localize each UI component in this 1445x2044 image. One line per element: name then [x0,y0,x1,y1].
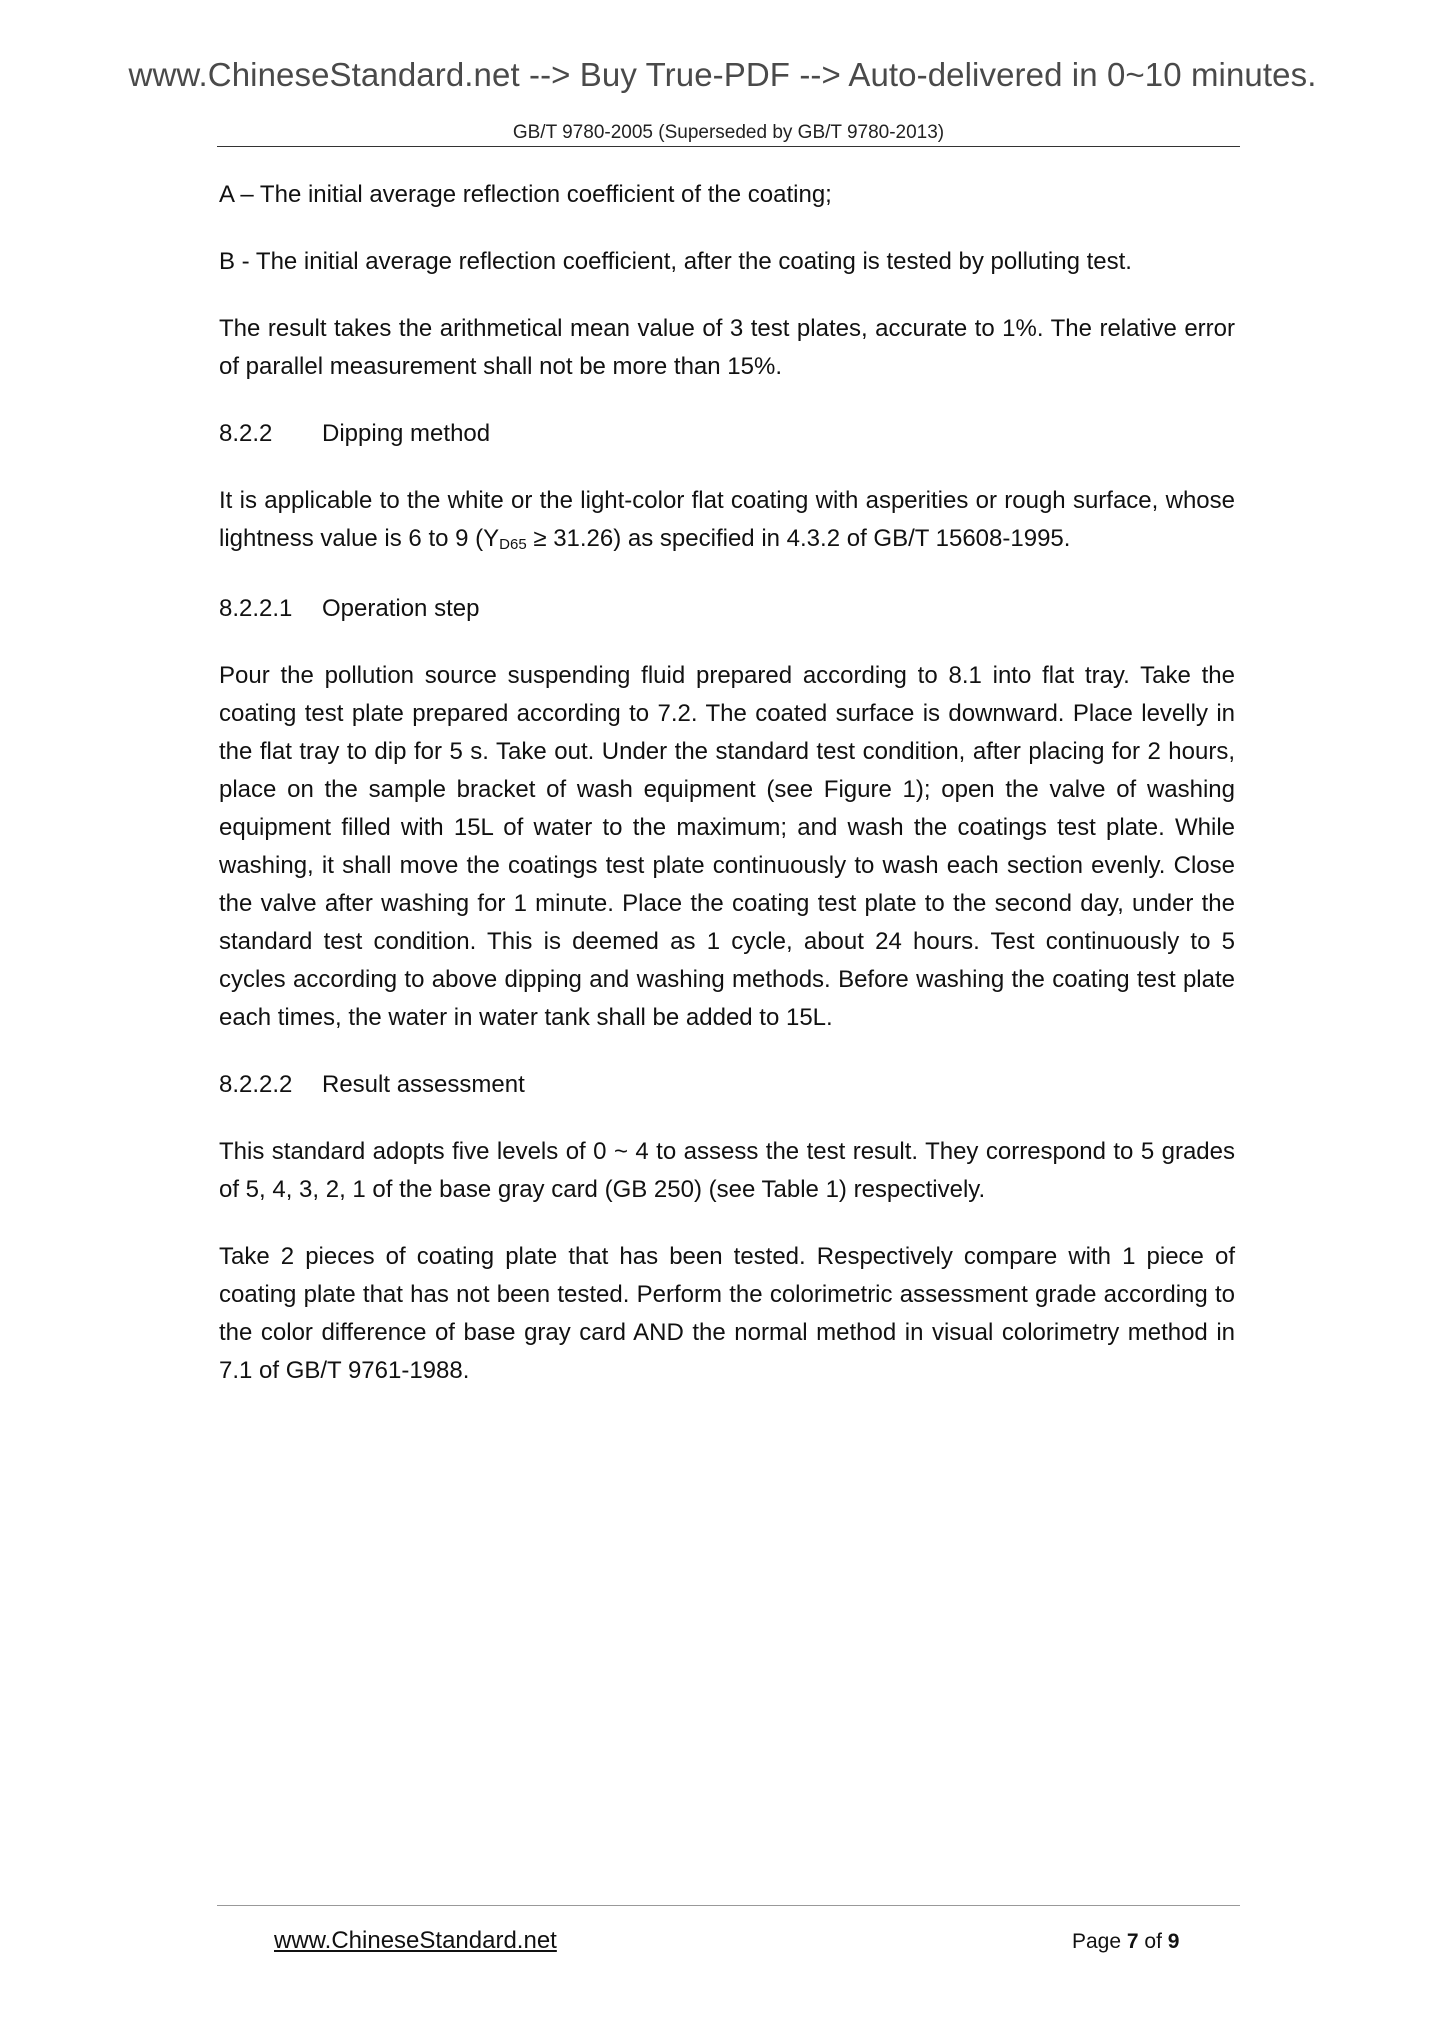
paragraph-result: The result takes the arithmetical mean value of 3 test plates, accurate to 1%. The relative error of parallel measurement shall not be more than 15%. [219,315,1235,380]
page-label: Page [1072,1930,1127,1953]
total-pages: 9 [1167,1930,1180,1953]
section-title: Result assessment [322,1071,525,1098]
document-subtitle: GB/T 9780-2005 (Superseded by GB/T 9780-2013) [512,122,945,143]
page-number [1072,1930,1179,1954]
header-divider [217,146,1240,147]
section-heading-8-2-2 [219,415,1235,453]
page-of-label: of [1138,1930,1168,1953]
document-body [219,176,1235,1419]
paragraph-comparison: Take 2 pieces of coating plate that has been tested. Respectively compare with 1 piece of coating plate that has not been tested. Perform the colorimetric assessment grade according to the color difference of base gray card AND the normal method in visual colorimetry method in 7.1 of GB/T 9761-1988. [219,1243,1235,1384]
section-number: 8.2.2.2 [219,1071,293,1098]
section-heading-8-2-2-1 [219,590,1235,628]
section-title: Operation step [322,595,480,622]
section-heading-8-2-2-2 [219,1066,1235,1104]
section-number: 8.2.2 [219,420,273,447]
d65-subscript: D65 [499,536,527,553]
paragraph-applicability [219,482,1235,561]
section-title: Dipping method [322,420,491,447]
footer-divider [217,1905,1240,1906]
applicability-text-start: It is applicable to the white or the light-color flat coating with asperities or rough surface, whose lightness value is 6 to 9 (Y [219,487,1235,552]
paragraph-b-definition: B - The initial average reflection coefficient, after the coating is tested by polluting test. [219,248,1132,275]
section-number: 8.2.2.1 [219,595,293,622]
current-page: 7 [1126,1930,1139,1953]
paragraph-a-definition: A – The initial average reflection coefficient of the coating; [219,181,832,208]
footer-site-link[interactable]: www.ChineseStandard.net [274,1927,557,1954]
site-banner: www.ChineseStandard.net --> Buy True-PDF --> Auto-delivered in 0~10 minutes. [128,56,1317,93]
paragraph-levels: This standard adopts five levels of 0 ~ 4 to assess the test result. They correspond to 5 grades of 5, 4, 3, 2, 1 of the base gray card (GB 250) (see Table 1) respectively. [219,1138,1235,1203]
paragraph-operation-step: Pour the pollution source suspending fluid prepared according to 8.1 into flat tray. Take the coating test plate prepared according to 7.2. The coated surface is downward. Place levelly in the flat tray to dip for 5 s. Take out. Under the standard test condition, after placing for 2 hours, place on the sample bracket of wash equipment (see Figure 1); open the valve of washing equipment filled with 15L of water to the maximum; and wash the coatings test plate. While washing, it shall move the coatings test plate continuously to wash each section evenly. Close the valve after washing for 1 minute. Place the coating test plate to the second day, under the standard test condition. This is deemed as 1 cycle, about 24 hours. Test continuously to 5 cycles according to above dipping and washing methods. Before washing the coating test plate each times, the water in water tank shall be added to 15L. [219,662,1235,1031]
applicability-text-end: ≥ 31.26) as specified in 4.3.2 of GB/T 15608-1995. [526,525,1071,552]
